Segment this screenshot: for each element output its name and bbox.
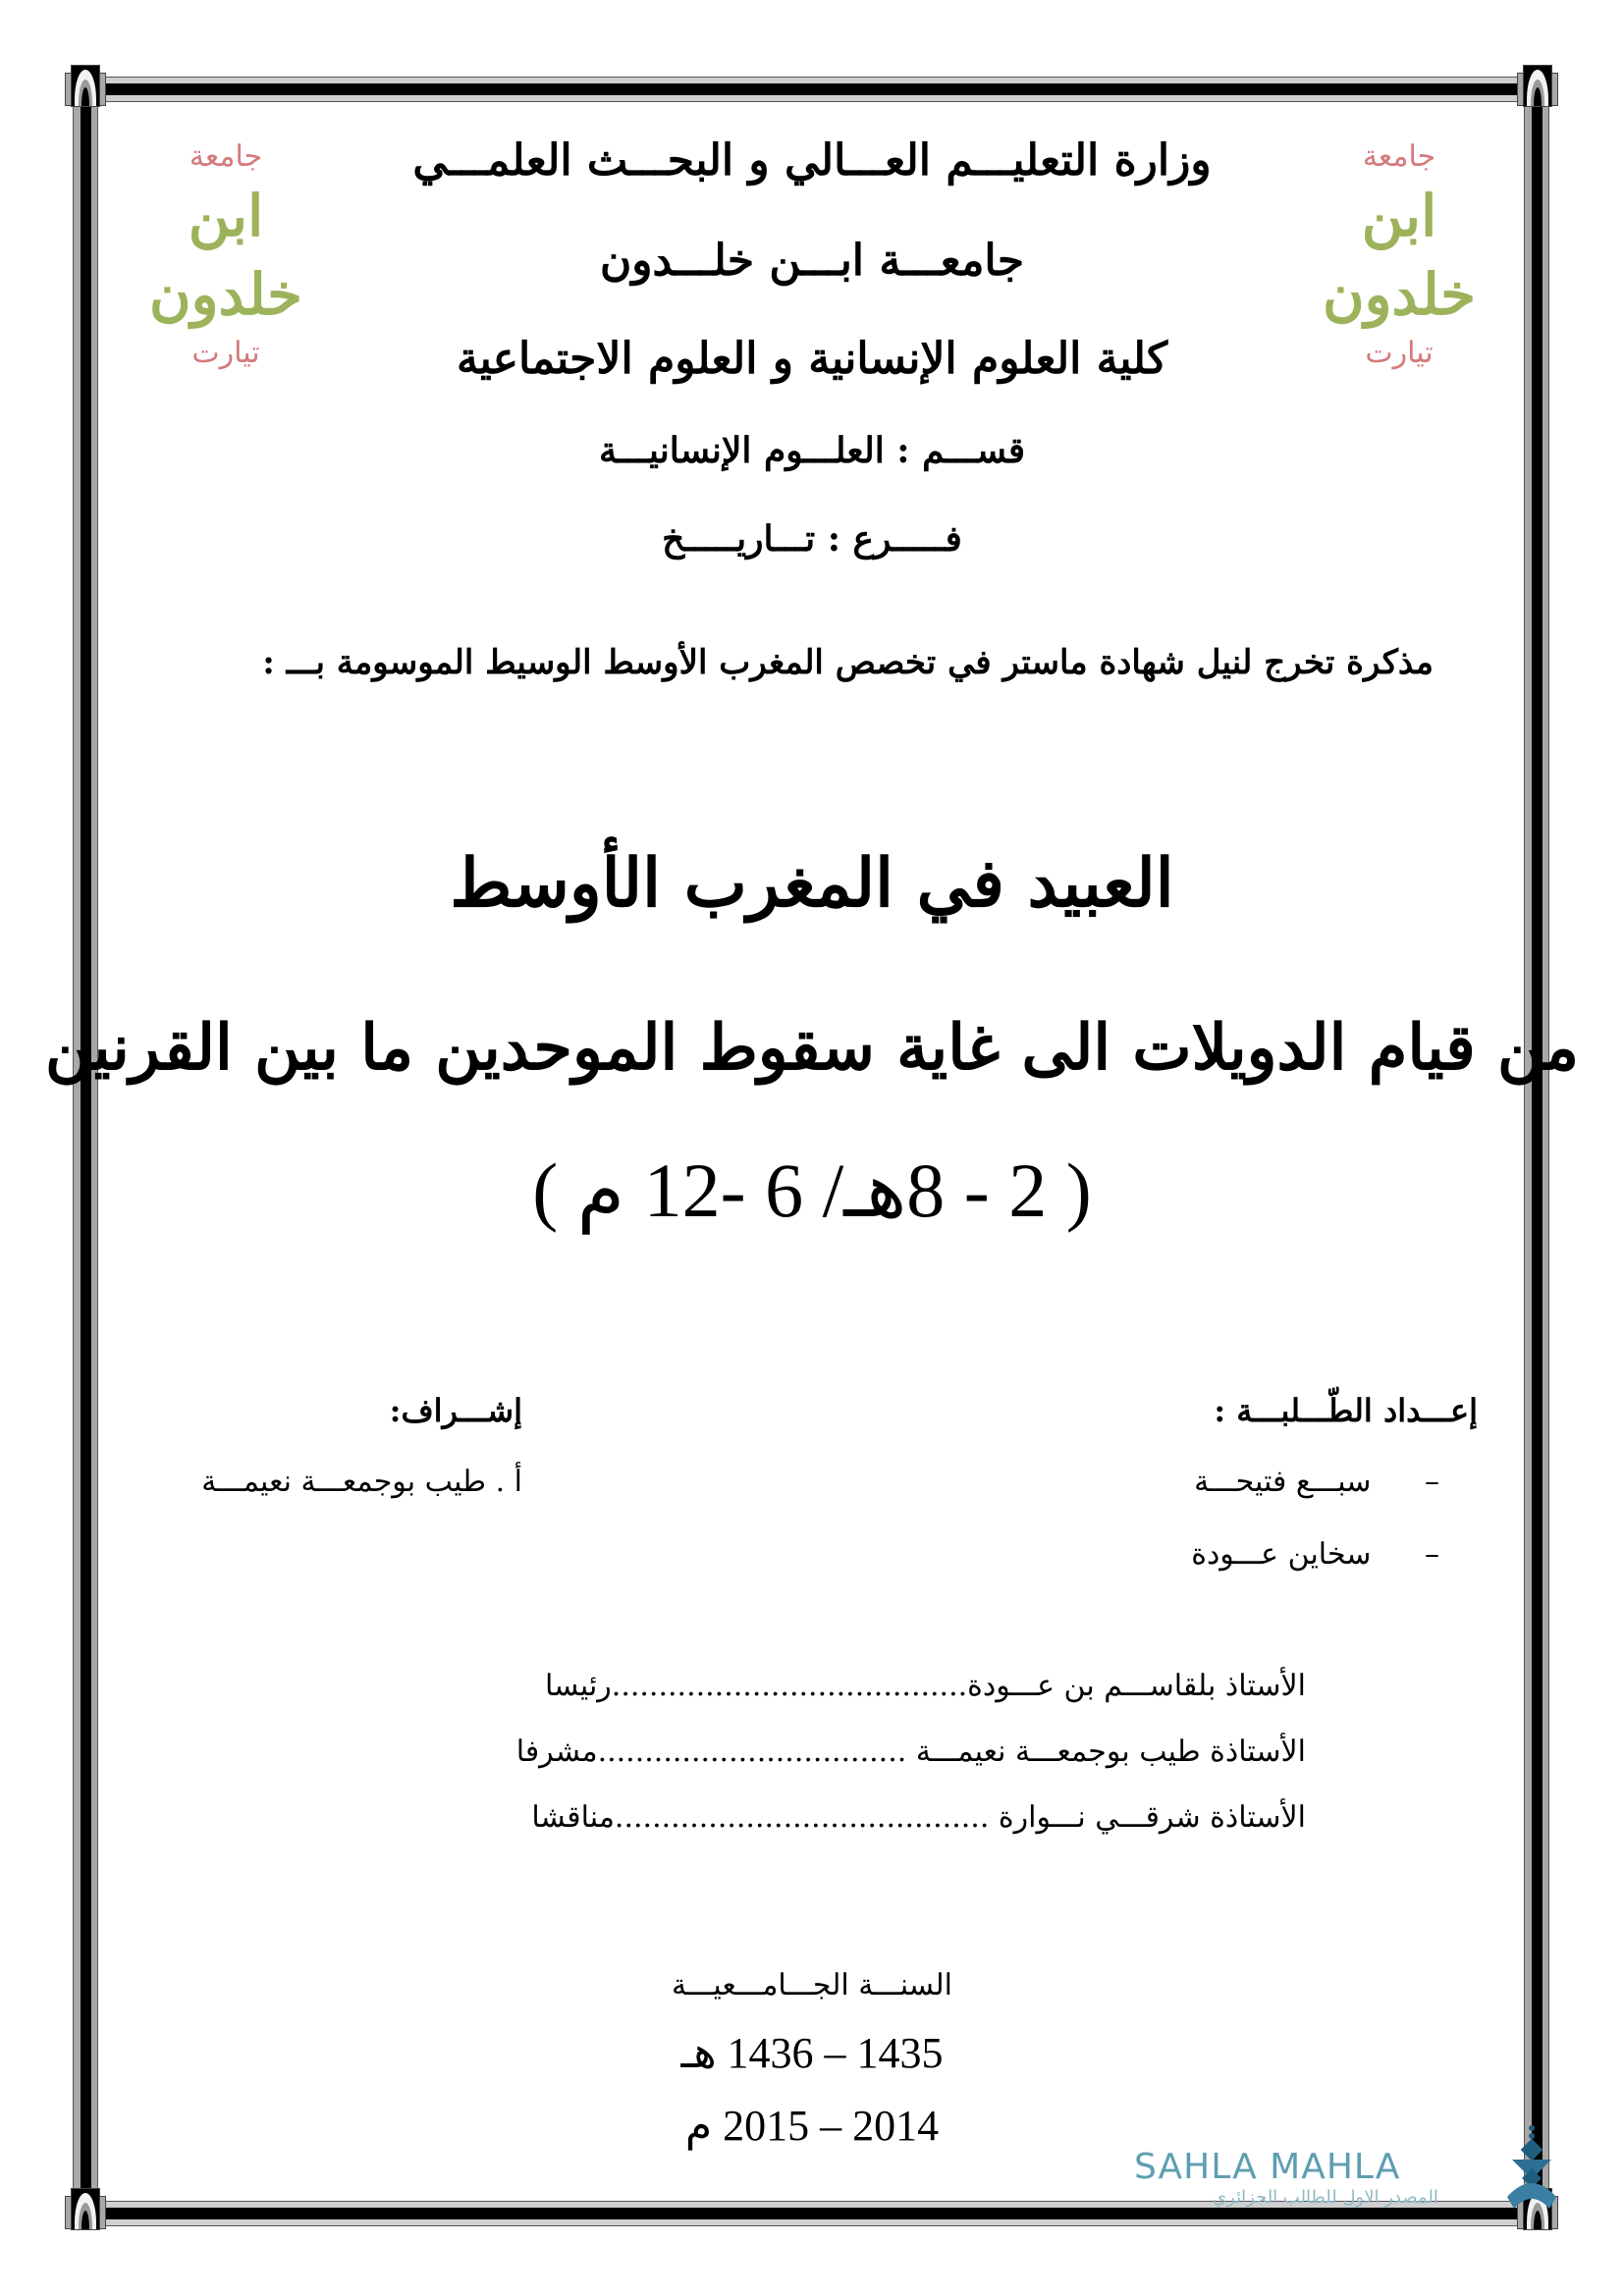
logo-line-university: جامعة	[1362, 139, 1436, 174]
academic-year-label: السنـــة الجـــامـــعيـــة	[671, 1968, 953, 2002]
jury-row	[314, 1735, 1306, 1769]
logo-line-city: تيارت	[1365, 336, 1434, 370]
supervisor-name: أ . طيب بوجمعـــة نعيمـــة	[201, 1465, 522, 1499]
frame-corner-top-right-icon	[1517, 65, 1558, 107]
dot-leader: .................................	[597, 1735, 907, 1769]
jury-member-name: الأستاذة طيب بوجمعـــة نعيمـــة	[906, 1735, 1306, 1769]
academic-year-hijri: 1435 – 1436 هـ	[680, 2029, 944, 2077]
thesis-period: ( 2 - 8هـ/ 6 -12 م )	[532, 1148, 1092, 1233]
list-dash: –	[1425, 1465, 1439, 1499]
department-heading: قســـم : العلـــوم الإنسانيـــة	[598, 430, 1026, 471]
academic-year-gregorian: 2014 – 2015 م	[684, 2102, 940, 2150]
jury-member-role: مناقشا	[531, 1800, 615, 1835]
dot-leader: ........................................	[614, 1800, 990, 1835]
thesis-title: العبيد في المغرب الأوسط	[450, 844, 1174, 923]
frame-corner-bottom-left-icon	[65, 2188, 106, 2230]
list-dash: –	[1425, 1537, 1439, 1572]
logo-line-name: ابن خلدون	[1322, 183, 1477, 328]
student-name: سخاين عـــودة	[1191, 1537, 1372, 1572]
logo-line-university: جامعة	[189, 139, 263, 174]
sahla-mahla-watermark	[1134, 2148, 1517, 2209]
memo-description: مذكرة تخرج لنيل شهادة ماستر في تخصص المغرب الأوسط الوسيط الموسومة بـــ :	[262, 643, 1434, 682]
thesis-subtitle: من قيام الدويلات الى غاية سقوط الموحدين ما بين القرنين	[44, 1011, 1580, 1085]
frame-corner-top-left-icon	[65, 65, 106, 107]
jury-member-name: الأستاذ بلقاســـم بن عـــودة	[967, 1669, 1306, 1703]
jury-member-role: مشرفا	[515, 1735, 598, 1769]
student-name: سبـــع فتيحـــة	[1194, 1465, 1372, 1499]
logo-line-name: ابن خلدون	[148, 183, 303, 328]
jury-row	[314, 1800, 1306, 1835]
ministry-heading: وزارة التعليـــم العـــالي و البحـــث العلمـــي	[412, 135, 1212, 186]
sahla-mahla-logo-icon	[1502, 2120, 1561, 2218]
student-item	[1129, 1465, 1439, 1499]
frame-top-border	[98, 77, 1524, 102]
student-item	[1129, 1537, 1439, 1572]
jury-row	[314, 1669, 1306, 1703]
supervision-heading: إشـــراف:	[389, 1392, 522, 1429]
logo-line-city: تيارت	[191, 336, 260, 370]
students-heading: إعـــداد الطّـــلبـــة :	[1214, 1392, 1478, 1429]
dot-leader: ......................................	[611, 1669, 968, 1703]
jury-member-role: رئيسا	[544, 1669, 612, 1703]
branch-heading: فـــــرع : تـــاريـــــخ	[662, 518, 962, 560]
faculty-heading: كلية العلوم الإنسانية و العلوم الاجتماعية	[456, 334, 1168, 384]
university-heading: جامعـــة ابـــن خلـــدون	[599, 236, 1025, 286]
watermark-subtitle: المصدر الاول للطالب الجزائري	[1213, 2187, 1438, 2208]
watermark-title: SAHLA MAHLA	[1134, 2147, 1401, 2187]
jury-member-name: الأستاذة شرقـــي نـــوارة	[989, 1800, 1306, 1835]
